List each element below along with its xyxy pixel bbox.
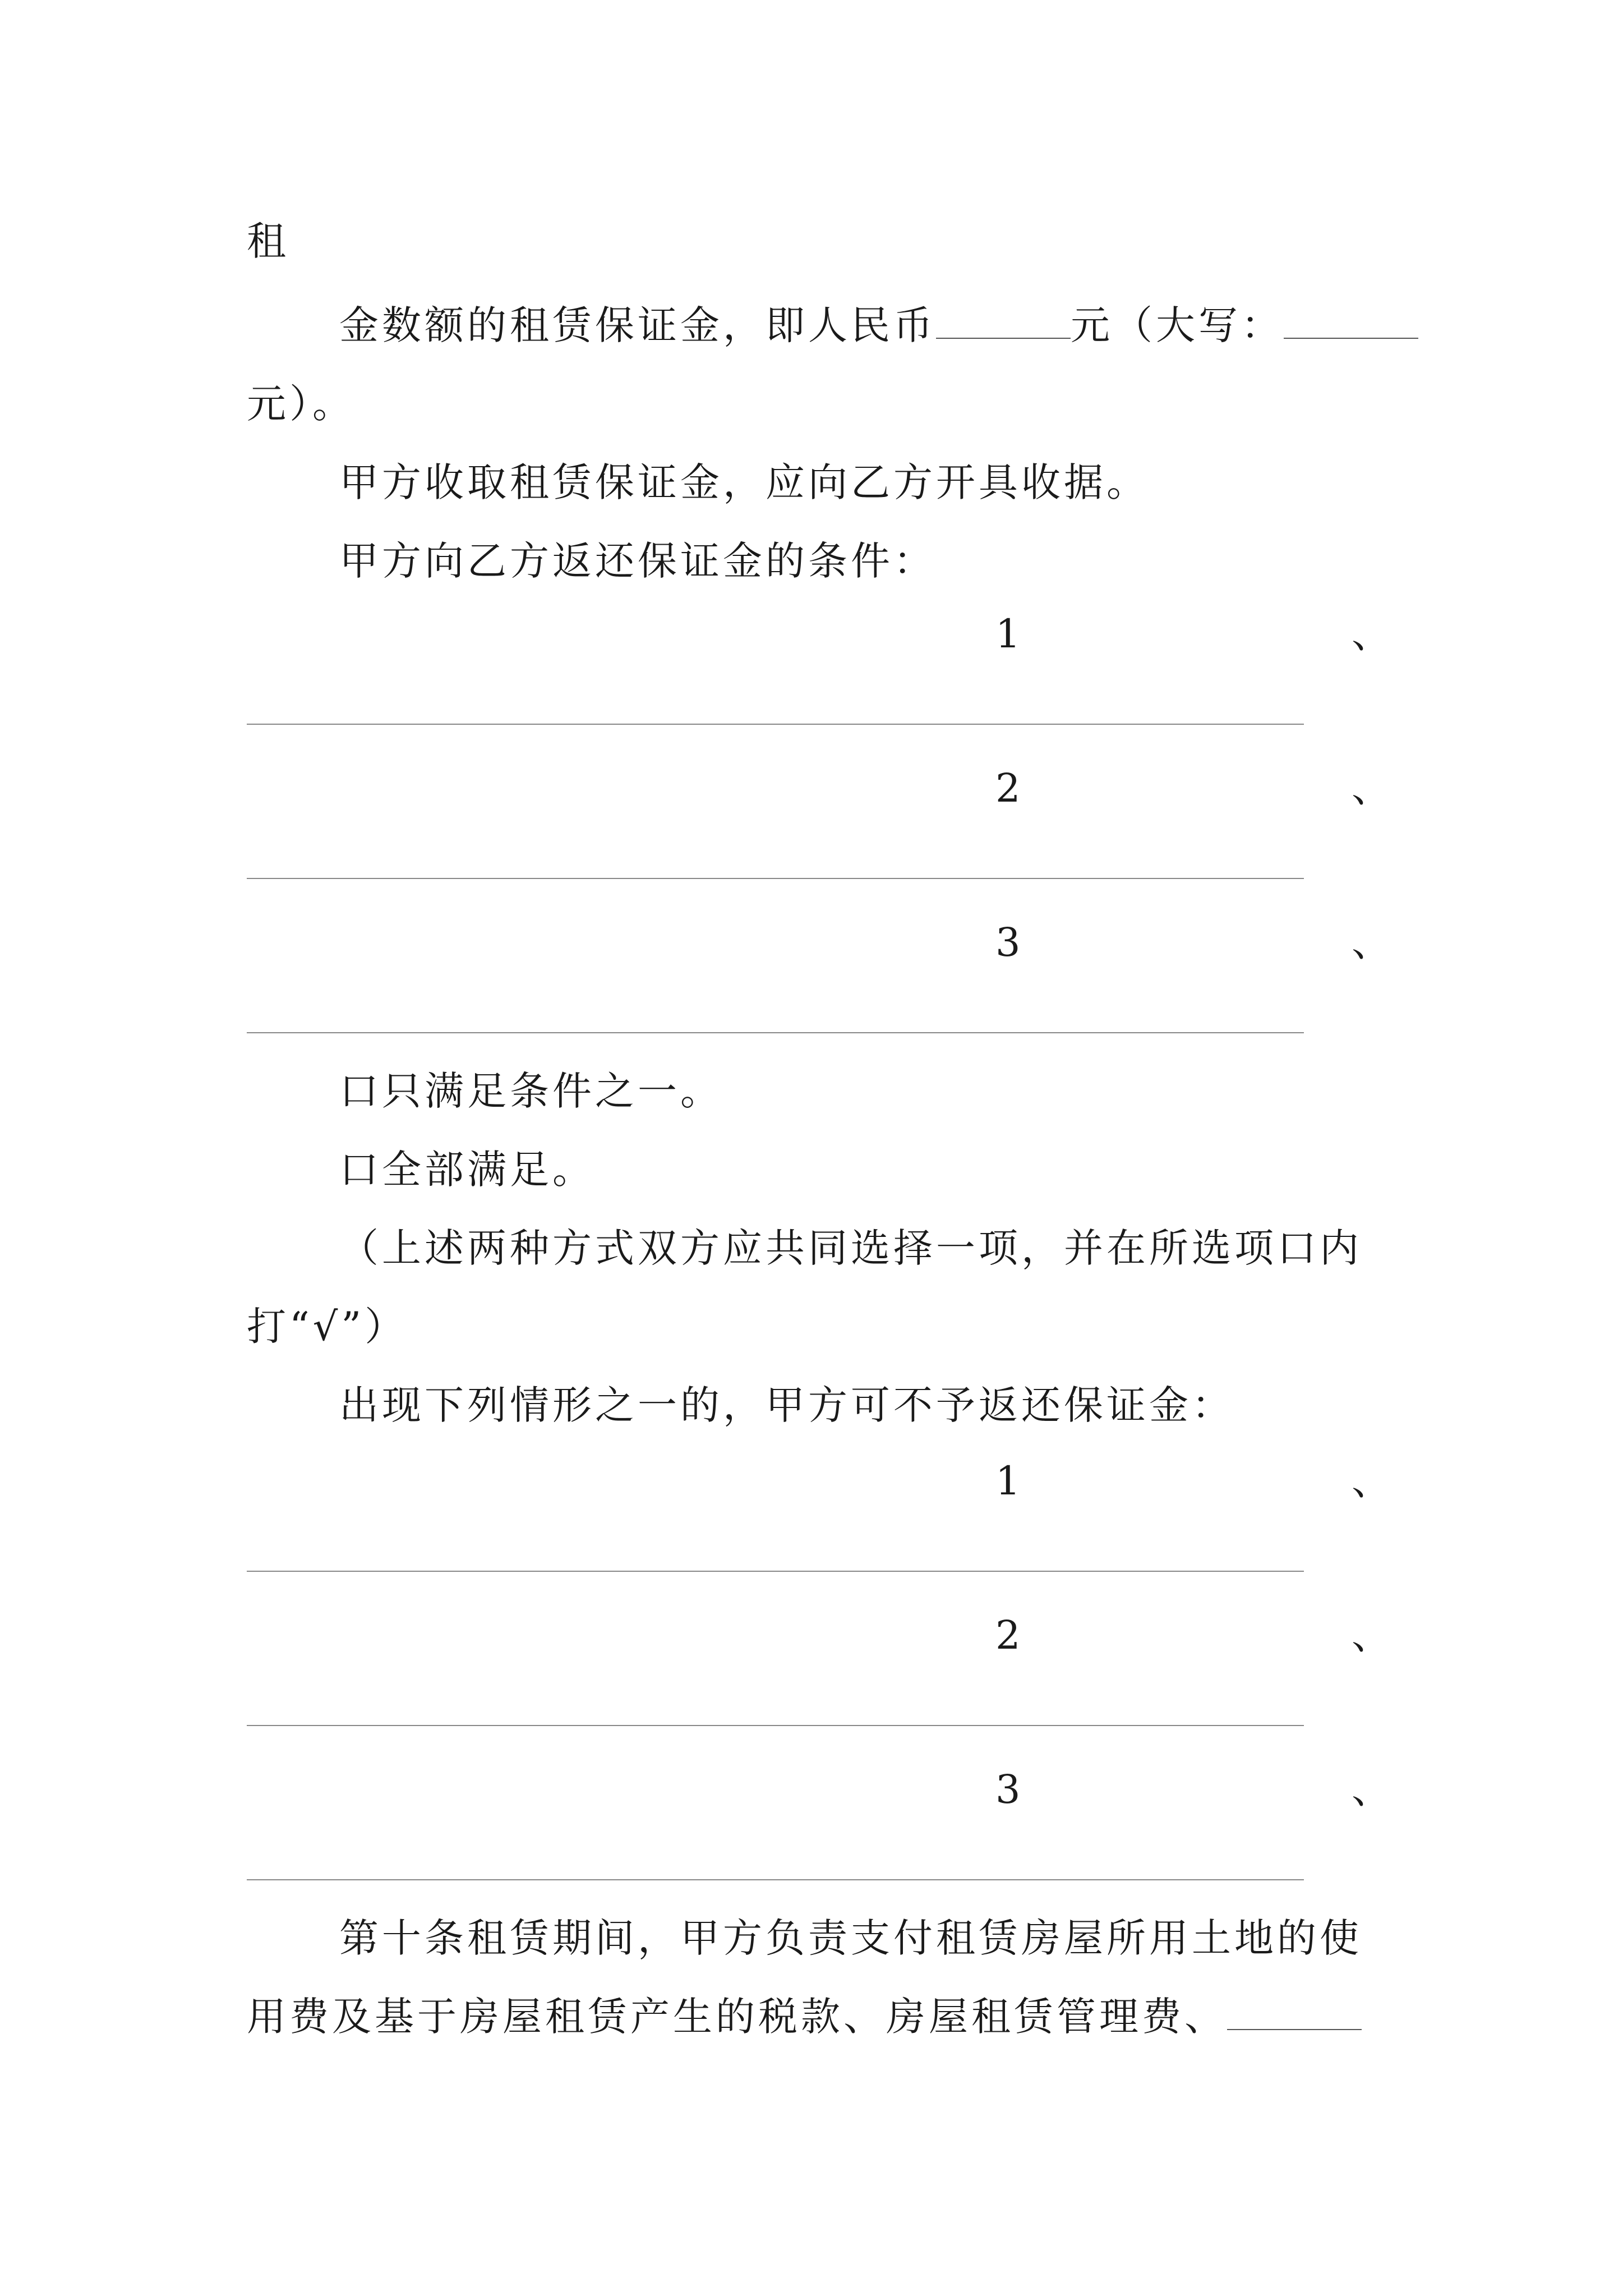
no-return-item-2-number: 2 (995, 1612, 1021, 1658)
no-return-item-1-number: 1 (995, 1458, 1021, 1504)
no-return-item-3-number: 3 (995, 1766, 1021, 1812)
choose-note-a: （上述两种方式双方应共同选择一项，并在所选项口内 (339, 1225, 1362, 1271)
deposit-text-a: 金数额的租赁保证金，即人民币 (339, 302, 936, 348)
no-return-item-3-separator: 、 (1352, 1766, 1391, 1812)
return-item-2-blank[interactable] (247, 878, 1304, 879)
text-line-zu: 租 (247, 218, 289, 264)
return-conditions-title: 甲方向乙方返还保证金的条件： (339, 538, 936, 584)
return-item-1-blank[interactable] (247, 724, 1304, 725)
article10-text-a: 第十条租赁期间，甲方负责支付租赁房屋所用土地的使 (339, 1915, 1362, 1961)
article10-fee-blank[interactable] (1227, 1995, 1362, 2030)
return-item-3-blank[interactable] (247, 1032, 1304, 1033)
option-one-text: 口只满足条件之一。 (339, 1068, 723, 1114)
article10-line-b (247, 1989, 1362, 2045)
no-return-item-3-blank[interactable] (247, 1879, 1304, 1880)
deposit-text-b: 元（大写： (1071, 302, 1284, 348)
return-item-1-number: 1 (995, 611, 1021, 657)
return-item-3-number: 3 (995, 919, 1021, 965)
return-item-3-separator: 、 (1352, 919, 1391, 965)
receipt-text: 甲方收取租赁保证金，应向乙方开具收据。 (339, 459, 1149, 505)
no-return-item-2-blank[interactable] (247, 1725, 1304, 1726)
deposit-text-c: 元）。 (247, 381, 355, 427)
return-item-2-number: 2 (995, 765, 1021, 811)
no-return-item-1-blank[interactable] (247, 1571, 1304, 1572)
return-item-2-separator: 、 (1352, 765, 1391, 811)
return-item-1-separator: 、 (1352, 611, 1391, 657)
deposit-amount-blank[interactable] (936, 304, 1071, 339)
article10-text-b: 用费及基于房屋租赁产生的税款、房屋租赁管理费、 (247, 1994, 1227, 2040)
option-all-text: 口全部满足。 (339, 1147, 595, 1193)
no-return-item-2-separator: 、 (1352, 1612, 1391, 1658)
choose-note-b: 打“√”） (247, 1304, 408, 1350)
deposit-uppercase-blank[interactable] (1284, 304, 1418, 339)
deposit-amount-line (339, 297, 1418, 353)
no-return-title: 出现下列情形之一的，甲方可不予返还保证金： (339, 1382, 1234, 1428)
no-return-item-1-separator: 、 (1352, 1458, 1391, 1504)
